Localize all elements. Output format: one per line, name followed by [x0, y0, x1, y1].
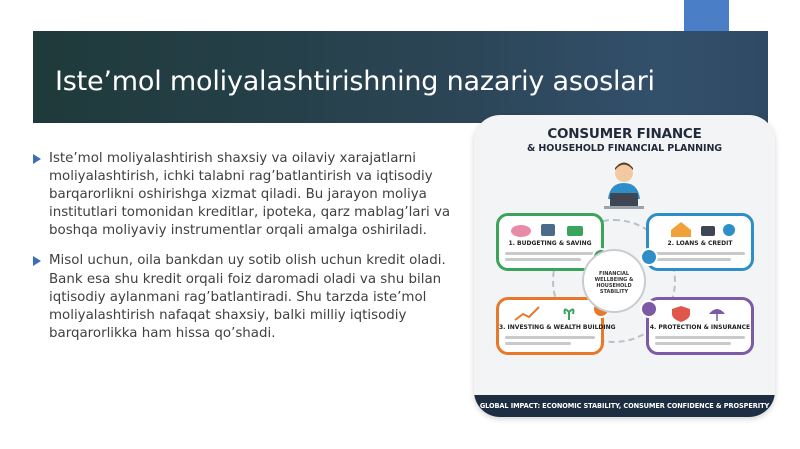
box-label: 4. PROTECTION & INSURANCE [649, 324, 751, 331]
badge-icon [640, 248, 658, 266]
shield-umbrella-icon [669, 304, 739, 322]
bullet-list [33, 150, 453, 355]
protection-insurance-box [646, 297, 754, 355]
box-label: 2. LOANS & CREDIT [667, 240, 733, 247]
investing-box [496, 297, 616, 355]
box-label: 3. INVESTING & WEALTH BUILDING [499, 324, 616, 331]
bullet-text: Iste’mol moliyalashtirish shaxsiy va oilaviy xarajatlarni moliyalashtirish, ichki talabni rag’batlantirish va iqtisodiy barqarorlikni oshirishga xizmat qiladi. Bu jarayon moliya institutlari tomonidan kreditlar, ipoteka, qarz mablag’lari va boshqa moliyaviy instrumentlar orqali amalga oshiriladi. [49, 151, 451, 239]
bullet-text: Misol uchun, oila bankdan uy sotib olish uchun kredit oladi. Bank esa shu kredit orqali foiz daromadi oladi va shu bilan iqtisodiy aylanmani rag’batlantiradi. Shu tarzda iste’mol moliyalashtirish nafaqat shaxsiy, balki milliy iqtisodiy barqarorlikka ham hissa qo’shadi. [49, 253, 446, 341]
center-label: FINANCIAL WELLBEING & HOUSEHOLD STABILITY [594, 271, 634, 295]
infographic-title: CONSUMER FINANCE [547, 126, 702, 142]
house-icon [669, 220, 739, 238]
box-description [505, 252, 595, 255]
infographic-footer: GLOBAL IMPACT: ECONOMIC STABILITY, CONSUMER CONFIDENCE & PROSPERITY [474, 395, 775, 417]
bullet-item [33, 252, 453, 342]
center-circle [582, 249, 646, 313]
bullet-item [33, 150, 453, 240]
box-description [655, 342, 731, 345]
badge-icon [640, 300, 658, 318]
bullet-arrow-icon [33, 256, 41, 266]
box-description [505, 336, 595, 339]
slide-title: Iste’mol moliyalashtirishning nazariy asoslari [55, 66, 655, 97]
person-laptop-icon [596, 159, 652, 211]
loans-credit-box [646, 213, 754, 271]
box-description [655, 252, 745, 255]
growth-chart-icon [513, 304, 593, 322]
box-description [505, 342, 571, 345]
infographic-image [474, 115, 775, 417]
infographic-subtitle: & HOUSEHOLD FINANCIAL PLANNING [527, 143, 722, 154]
box-description [505, 258, 581, 261]
bullet-arrow-icon [33, 154, 41, 164]
box-label: 1. BUDGETING & SAVING [508, 240, 592, 247]
box-description [655, 258, 731, 261]
box-description [655, 336, 745, 339]
piggy-bank-icon [509, 220, 589, 238]
